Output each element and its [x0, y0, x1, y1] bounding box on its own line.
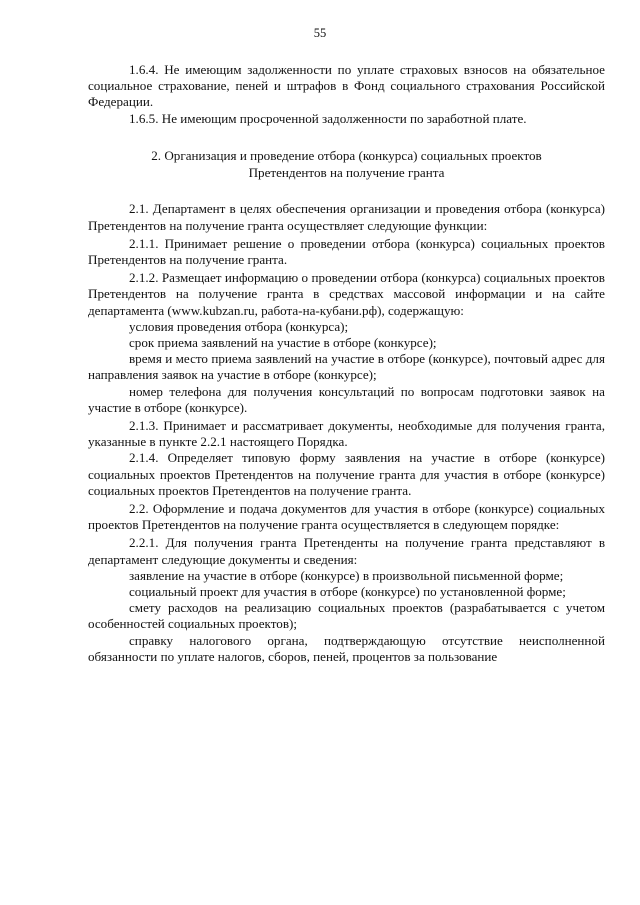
paragraph-2-2: 2.2. Оформление и подача документов для участия в отборе (конкурсе) социальных проектов Претендентов на получение гранта осуществляется в следующем порядке:	[88, 501, 605, 533]
section-heading-line-2: Претендентов на получение гранта	[248, 164, 445, 180]
list-item-cost-estimate: смету расходов на реализацию социальных проектов (разрабатывается с учетом особенностей социальных проектов);	[88, 600, 605, 632]
list-item-social-project: социальный проект для участия в отборе (конкурсе) по установленной форме;	[129, 584, 566, 600]
paragraph-2-1-3: 2.1.3. Принимает и рассматривает документы, необходимые для получения гранта, указанные в пункте 2.2.1 настоящего Порядка.	[88, 418, 605, 450]
list-item-phone: номер телефона для получения консультаций по вопросам подготовки заявок на участие в отборе (конкурсе).	[88, 383, 605, 415]
paragraph-1-6-4: 1.6.4. Не имеющим задолженности по уплате страховых взносов на обязательное социальное страхование, пеней и штрафов в Фонд социального страхования Российской Федерации.	[88, 62, 605, 110]
page-number: 55	[313, 26, 327, 40]
section-heading-line-1: 2. Организация и проведение отбора (конкурса) социальных проектов	[151, 147, 542, 163]
list-item-conditions: условия проведения отбора (конкурса);	[129, 318, 349, 334]
paragraph-2-1-2: 2.1.2. Размещает информацию о проведении отбора (конкурса) социальных проектов Претендентов на получение гранта в средствах массовой информации и на сайте департамента (www.kubzan.ru, работа-на-кубани.рф), содержащую:	[88, 270, 605, 318]
section-heading	[88, 148, 605, 182]
list-item-deadline: срок приема заявлений на участие в отборе (конкурсе);	[129, 335, 437, 351]
paragraph-2-1: 2.1. Департамент в целях обеспечения организации и проведения отбора (конкурса) Претендентов на получение гранта осуществляет следующие функции:	[88, 201, 605, 233]
list-item-tax-certificate: справку налогового органа, подтверждающую отсутствие неисполненной обязанности по уплате налогов, сборов, пеней, процентов за пользование	[88, 632, 605, 664]
paragraph-1-6-5: 1.6.5. Не имеющим просроченной задолженности по заработной плате.	[129, 110, 527, 126]
document-body	[88, 62, 605, 665]
list-item-time-place: время и место приема заявлений на участие в отборе (конкурсе), почтовый адрес для направления заявок на участие в отборе (конкурсе);	[88, 351, 605, 383]
paragraph-2-1-4: 2.1.4. Определяет типовую форму заявления на участие в отборе (конкурсе) социальных проектов Претендентов на получение гранта для участия в отборе (конкурсе) социальных проектов Претендентов на получение гранта.	[88, 450, 605, 498]
paragraph-2-2-1: 2.2.1. Для получения гранта Претенденты на получение гранта представляют в департамент следующие документы и сведения:	[88, 535, 605, 567]
list-item-application: заявление на участие в отборе (конкурсе) в произвольной письменной форме;	[129, 567, 564, 583]
paragraph-2-1-1: 2.1.1. Принимает решение о проведении отбора (конкурса) социальных проектов Претендентов на получение гранта.	[88, 235, 605, 268]
